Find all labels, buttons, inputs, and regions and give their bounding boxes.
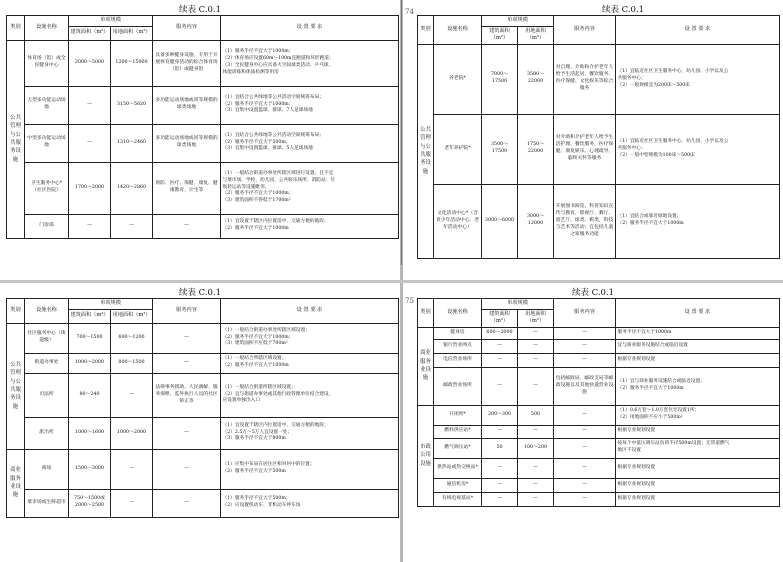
land-area: — — [518, 339, 554, 353]
service-content: — — [153, 449, 221, 489]
building-area: — — [482, 478, 518, 492]
setting-requirements: （1）一般结合街道办事处所辖区域设置； （2）服务半径不宜大于1000m； （3）建筑面积不应低于700m² — [221, 323, 399, 353]
setting-requirements: （1）宜结合公共绿地等公共活动空间统筹布局； （2）服务半径不宜大于500m； （3）宜集中设置篮球、排球、5人足球场地 — [221, 124, 399, 162]
setting-requirements: （1）服务半径不宜大于500m； （2）应设置机动车、非机动车停车场 — [221, 489, 399, 517]
table-title: 续表 C.0.1 — [178, 5, 222, 15]
land-area: 100～200 — [518, 438, 554, 458]
header-scale: 单项规模 — [482, 16, 554, 27]
building-area: 2000～5000 — [69, 40, 111, 86]
service-content: 开展图书阅览、科普知识宣传与教育，影视厅、舞厅、游艺厅、球类、棋类，科技与艺术等活动；宜包括儿童之家服务功能 — [554, 184, 616, 258]
header-facility: 设施名称 — [25, 16, 69, 41]
header-land-area: 用地面积（m²） — [518, 26, 554, 44]
header-category: 类别 — [7, 299, 25, 324]
header-content: 服务内容 — [153, 16, 221, 41]
service-content: — — [554, 492, 616, 506]
service-content: — — [153, 214, 221, 238]
setting-requirements: 宜与商业服务设施结合或临近设置 — [616, 339, 780, 353]
facility-name: 供热站或热交换站* — [434, 458, 482, 478]
facility-table — [417, 298, 780, 507]
service-content: 多功能运动场地或同等规模的球类场地 — [153, 86, 221, 124]
building-area: 7000～17500 — [482, 44, 518, 114]
setting-requirements: （1）0.6万套～1.0万套住宅设置1所； （2）用地面积不应小于500m² — [616, 405, 780, 425]
facility-name: 文化活动中心*（含青少年活动中心、老年活动中心） — [434, 184, 482, 258]
category-cell: 公共管理与公共服务设施 — [7, 323, 25, 449]
building-area: 3000～6000 — [482, 184, 518, 258]
facility-name: 中型多功能运动场地 — [25, 124, 69, 162]
header-building-area: 建筑面积（m²） — [69, 309, 111, 323]
service-content: 预防、医疗、保健、康复、健康教育、计生等 — [153, 162, 221, 214]
header-land-area: 用地面积（m²） — [518, 309, 554, 327]
land-area: 600～1200 — [111, 323, 153, 353]
setting-requirements: （1）应集中布局在居住区相对居中的位置； （2）服务半径不宜大于500m — [221, 449, 399, 489]
land-area: — — [111, 489, 153, 517]
land-area: 1000～2000 — [111, 417, 153, 449]
facility-name: 老年养护院* — [434, 114, 482, 184]
land-area: 1310～2460 — [111, 124, 153, 162]
land-area: 800～1500 — [111, 353, 153, 373]
service-content: — — [554, 478, 616, 492]
setting-requirements: （1）宜临近社区卫生服务中心、幼儿园、小学以及公 共服务中心； （2）一般中型规模为100床～500床 — [616, 114, 780, 184]
document-page-4 — [403, 283, 783, 562]
category-cell: 公共管理与公共服务设施 — [418, 44, 434, 258]
land-area: 3500～22000 — [518, 44, 554, 114]
facility-name: 健身房 — [434, 327, 482, 339]
setting-requirements: 根据专业规划设置 — [616, 458, 780, 478]
facility-name: 门诊部 — [25, 214, 69, 238]
building-area: 1700～2000 — [69, 162, 111, 214]
building-area: — — [482, 367, 518, 405]
facility-name: 体育场（馆）或全民健身中心 — [25, 40, 69, 86]
facility-table — [6, 15, 399, 239]
header-land-area: 用地面积（m²） — [111, 309, 153, 323]
service-content: — — [554, 405, 616, 425]
setting-requirements: 根据专业规划设置 — [616, 478, 780, 492]
facility-name: 社区服务中心（街道级） — [25, 323, 69, 353]
setting-requirements: 服务半径不宜大于1000m — [616, 327, 780, 339]
setting-requirements: （1）一般结合街道所辖区域设置； （2）宜与街道办事处或其他行政管理单位结合建设， 应设置单独出入口 — [221, 373, 399, 417]
service-content: — — [153, 489, 221, 517]
facility-name: 商场 — [25, 449, 69, 489]
building-area: — — [482, 492, 518, 506]
facility-name: 燃料供应站* — [434, 425, 482, 438]
setting-requirements: 根据专业规划设置 — [616, 492, 780, 506]
land-area: 1200～15000 — [111, 40, 153, 86]
land-area: — — [111, 373, 153, 417]
building-area: — — [482, 425, 518, 438]
service-content: 多功能运动场地或同等规模的球类场地 — [153, 124, 221, 162]
building-area: — — [482, 458, 518, 478]
header-building-area: 建筑面积（m²） — [69, 26, 111, 40]
service-content: 对自理、介助和介护老年人给予生活起居、餐饮服务、医疗保健、文化娱乐等综合服务 — [554, 44, 616, 114]
land-area: 500 — [518, 405, 554, 425]
header-content: 服务内容 — [554, 16, 616, 45]
facility-name: 菜市场或生鲜超市 — [25, 489, 69, 517]
land-area: 3000～12000 — [518, 184, 554, 258]
land-area: — — [518, 425, 554, 438]
header-content: 服务内容 — [554, 299, 616, 328]
header-category: 类别 — [418, 299, 434, 328]
building-area: 600～2000 — [482, 327, 518, 339]
facility-name: 通信机房* — [434, 478, 482, 492]
facility-name: 开闭所* — [434, 405, 482, 425]
land-area: — — [518, 353, 554, 367]
facility-name: 燃气调压站* — [434, 438, 482, 458]
header-land-area: 用地面积（m²） — [111, 26, 153, 40]
setting-requirements: （1）宜结合公共绿地等公共活动空间统筹布局； （2）服务半径不宜大于1000m； （3）宜集中设置篮球、排球、7人足球场地 — [221, 86, 399, 124]
category-cell: 公共管理与公共服务设施 — [7, 40, 25, 238]
page-number: 74 — [405, 8, 414, 16]
facility-name: 有线电视基站* — [434, 492, 482, 506]
category-cell: 市政公用设施 — [418, 405, 434, 506]
building-area: 1000～2000 — [69, 353, 111, 373]
building-area: 80～240 — [69, 373, 111, 417]
facility-name: 卫生服务中心*（社区医院） — [25, 162, 69, 214]
land-area: 1750～22000 — [518, 114, 554, 184]
header-facility: 设施名称 — [434, 299, 482, 328]
service-content: — — [554, 339, 616, 353]
header-facility: 设施名称 — [25, 299, 69, 324]
table-title: 续表 C.0.1 — [601, 5, 645, 15]
table-title: 续表 C.0.1 — [571, 288, 615, 298]
facility-name: 司法所 — [25, 373, 69, 417]
setting-requirements: （1）一般结合街道办事处所辖区域进行设置，且不宜 与菜市场、学校、幼儿园、公共娱乐场所、消防站、垃 圾转运站等设施毗邻； （2）服务半径不宜大于1000m； （3）建筑面积不得低于1700m² — [221, 162, 399, 214]
setting-requirements: 根据专业规划设置 — [616, 425, 780, 438]
setting-requirements: （1）宜结合或靠近绿地设置； （2）服务半径不宜大于1000m — [616, 184, 780, 258]
facility-name: 邮政营业场所 — [434, 367, 482, 405]
setting-requirements: （1）宜临近社区卫生服务中心、幼儿园、小学以及公 共服务中心； （2）一般规模宜为200床～500床 — [616, 44, 780, 114]
setting-requirements: （1）宜设置于辖区内位置适中、交通方便的地段； （2）2.5万～5万人宜设置一处； （3）服务半径不宜大于800m — [221, 417, 399, 449]
land-area: — — [111, 214, 153, 238]
document-page-2 — [403, 0, 783, 280]
header-requirements: 设 置 要 求 — [616, 16, 780, 45]
building-area: 1000～1600 — [69, 417, 111, 449]
facility-name: 大型多功能运动场地 — [25, 86, 69, 124]
land-area: — — [518, 458, 554, 478]
building-area: 750～1500或2000～2500 — [69, 489, 111, 517]
service-content: 对介助和介护老年人给予生活护理、餐饮服务、医疗保健、康复娱乐、心理疏导、临终关怀等服务 — [554, 114, 616, 184]
building-area: — — [69, 214, 111, 238]
facility-name: 电信营业场所 — [434, 353, 482, 367]
setting-requirements: 根据专业规划设置 — [616, 353, 780, 367]
facility-name: 银行营业网点 — [434, 339, 482, 353]
land-area: — — [518, 492, 554, 506]
service-content: — — [153, 323, 221, 353]
service-content: — — [153, 417, 221, 449]
table-title: 续表 C.0.1 — [178, 288, 222, 298]
building-area: — — [69, 124, 111, 162]
facility-name: 街道办事处 — [25, 353, 69, 373]
facility-name: 派出所 — [25, 417, 69, 449]
building-area: 3500～17500 — [482, 114, 518, 184]
building-area: 50 — [482, 438, 518, 458]
building-area: — — [482, 353, 518, 367]
building-area: 700～1500 — [69, 323, 111, 353]
page-margin-line — [401, 0, 402, 265]
service-content: — — [554, 353, 616, 367]
service-content: — — [554, 438, 616, 458]
header-scale: 单项规模 — [482, 299, 554, 310]
service-content: — — [554, 327, 616, 339]
header-building-area: 建筑面积（m²） — [482, 26, 518, 44]
land-area: — — [518, 367, 554, 405]
header-scale: 单项规模 — [69, 16, 153, 27]
header-category: 类别 — [7, 16, 25, 41]
land-area: 3150～5620 — [111, 86, 153, 124]
header-requirements: 设 置 要 求 — [616, 299, 780, 328]
land-area: 1420～2860 — [111, 162, 153, 214]
header-requirements: 设 置 要 求 — [221, 299, 399, 324]
land-area: — — [518, 478, 554, 492]
land-area: — — [518, 327, 554, 339]
setting-requirements: 按每个中低压调压站负荷半径500m设置；无管道燃气 地区不设置 — [616, 438, 780, 458]
facility-name: 养老院* — [434, 44, 482, 114]
category-cell: 商业服务业设施 — [7, 449, 25, 517]
category-cell: 商业服务业设施 — [418, 327, 434, 405]
service-content: 法律事务援助、人民调解、服务保释、监外执行人员的社区矫正等 — [153, 373, 221, 417]
header-facility: 设施名称 — [434, 16, 482, 45]
header-building-area: 建筑面积（m²） — [482, 309, 518, 327]
setting-requirements: （1）一般结合所辖区域设置； （2）服务半径不宜大于1000m — [221, 353, 399, 373]
document-page-3 — [0, 283, 400, 562]
facility-table — [6, 298, 399, 518]
service-content: 包括邮政局、邮政支局等邮政设施以及其他快递营业设施 — [554, 367, 616, 405]
land-area: — — [111, 449, 153, 489]
service-content: — — [554, 458, 616, 478]
header-content: 服务内容 — [153, 299, 221, 324]
setting-requirements: （1）宜设置于辖区内位置适中、交通方便的地段； （2）服务半径不宜大于1000m — [221, 214, 399, 238]
document-page-1 — [0, 0, 400, 280]
service-content: 具备多种健身设施、专用于开展体育健身活动的综合体育场（馆）或健身馆 — [153, 40, 221, 86]
setting-requirements: （1）服务半径不宜大于1000m； （2）体育场应设置60m～100m直跑道和环形跑道； （3）全民健身中心应具备大空间球类活动、乒乓球、 体能训练和体质检测等用房 — [221, 40, 399, 86]
header-scale: 单项规模 — [69, 299, 153, 310]
header-category: 类别 — [418, 16, 434, 45]
header-requirements: 设 置 要 求 — [221, 16, 399, 41]
service-content: — — [554, 425, 616, 438]
page-number: 75 — [405, 297, 414, 305]
building-area: 200～300 — [482, 405, 518, 425]
service-content: — — [153, 353, 221, 373]
building-area: — — [482, 339, 518, 353]
building-area: 1500～3000 — [69, 449, 111, 489]
setting-requirements: （1）宜与商业服务设施结合或临近设置； （2）服务半径不宜大于1000m — [616, 367, 780, 405]
facility-table — [417, 15, 780, 259]
building-area: — — [69, 86, 111, 124]
